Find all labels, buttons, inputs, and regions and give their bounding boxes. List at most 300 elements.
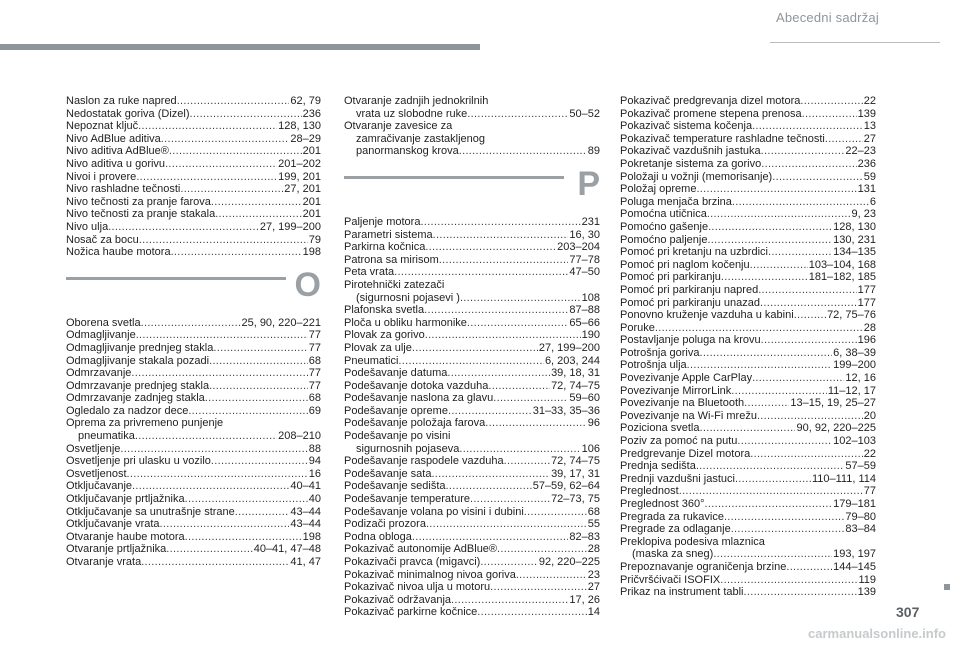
index-entry [66,480,321,493]
entry-term: Plovak za gorivo [344,329,425,342]
index-entry [620,322,876,335]
entry-term: Odmagljivanje [66,329,136,342]
entry-pages: 57–59, 62–64 [532,480,600,493]
index-entry [344,594,600,607]
index-entry [66,367,321,380]
entry-pages: 68 [308,354,321,367]
index-entry [66,417,321,442]
dot-leader [131,367,307,380]
entry-term: Prepoznavanje ograničenja brzine [620,560,787,573]
dot-leader [516,569,587,582]
entry-pages: 6, 38–39 [833,346,876,359]
entry-term: Postavljanje poluga na krovu [620,334,761,347]
entry-term: Nivo tečnosti za pranje stakala [66,208,216,221]
entry-term: Otključavanje prtljažnika [66,493,185,506]
entry-pages: 72, 74–75 [551,455,600,468]
dot-leader [758,284,856,297]
entry-pages: 201 [302,145,321,158]
entry-pages: 20 [863,409,876,422]
dot-leader [185,493,308,506]
dot-leader [451,594,568,607]
entry-term-continued: (sigurnosni pojasevi ) [356,291,460,304]
entry-second-line [344,292,600,305]
entry-pages: 77 [308,379,321,392]
entry-second-line [344,108,600,121]
entry-term: Nepoznat ključ [66,120,139,133]
dot-leader [420,216,580,229]
entry-pages: 22 [863,447,876,460]
entry-term: Povezivanje na Bluetooth [620,397,745,410]
entry-term: Nosač za bocu [66,233,139,246]
entry-term: Pomoć pri naglom kočenju [620,258,750,271]
dot-leader [412,531,569,544]
entry-term: Poluga menjača brzina [620,195,732,208]
entry-term: Pokazivač održavanja [344,593,452,606]
entry-pages: 22 [863,95,876,107]
entry-pages: 27 [863,132,876,145]
dot-leader [708,221,832,234]
index-entry [66,380,321,393]
entry-term: Povezivanje MirrorLink [620,384,732,397]
entry-term: Pregrade za odlaganje [620,523,731,536]
dot-leader [426,518,587,531]
letter-heading-o [66,265,321,311]
entry-term: Pokazivač promene stepena prenosa [620,107,802,120]
dot-leader [127,468,308,481]
index-entry [66,455,321,468]
entry-term: Otvaranje prtljažnika [66,543,167,556]
index-entry [344,518,600,531]
index-entry [620,284,876,297]
index-entry [66,158,321,171]
dot-leader [460,292,581,305]
entry-pages: 134–135 [833,246,876,259]
entry-pages: 68 [308,392,321,405]
entry-term: Pokazivač nivoa ulja u motoru [344,581,491,594]
corner-marker [944,584,950,590]
entry-term: Podešavanje raspodele vazduha [344,455,504,468]
index-entry [66,133,321,146]
entry-term: Pneumatici [344,354,399,367]
entry-pages: 68 [587,505,600,518]
dot-leader [761,158,856,171]
entry-term: Plovak za ulje [344,341,412,354]
index-entry [344,606,600,619]
entry-pages: 144–145 [833,560,876,573]
dot-leader [448,405,532,418]
index-entry [620,183,876,196]
dot-leader [209,355,308,368]
index-entry [620,574,876,587]
entry-pages: 57–59 [845,460,876,473]
entry-pages: 83–84 [845,523,876,536]
index-entry [344,392,600,405]
index-entry [344,506,600,519]
dot-leader [160,518,290,531]
entry-term: Odmrzavanje zadnjeg stakla [66,392,205,405]
entry-term: Ogledalo za nadzor dece [66,404,189,417]
dot-leader [459,145,587,158]
entry-pages: 31–33, 35–36 [532,404,600,417]
index-entry [66,556,321,569]
entries-o-continued [344,95,600,158]
entry-term: Pokazivač parkirne kočnice [344,606,478,619]
dot-leader [731,523,845,536]
entry-pages: 17, 26 [569,593,600,606]
entry-pages: 92, 220–225 [538,556,600,568]
dot-leader [696,460,845,473]
entry-pages: 94 [308,455,321,468]
entry-pages: 89 [587,145,600,158]
index-entry [344,543,600,556]
entry-term-continued: panormanskog krova [356,145,459,158]
index-entry [620,271,876,284]
index-entry [620,95,876,108]
dot-leader [772,171,863,184]
entry-term: Nožica haube motora [66,246,171,259]
index-entry [344,229,600,242]
dot-leader [235,506,290,519]
entry-pages: 179–181 [833,498,876,510]
entry-pages: 39, 18, 31 [551,367,600,380]
entry-term: Pokazivači pravca (migavci) [344,556,481,568]
entry-pages: 201 [302,208,321,221]
entry-pages: 69 [308,404,321,417]
dot-leader [732,196,869,209]
dot-leader [735,473,811,486]
entry-term: Otvaranje haube motora [66,530,185,543]
entry-pages: 231 [581,215,600,228]
entry-term: Pokazivač autonomije AdBlue® [344,543,498,556]
dot-leader [467,317,569,330]
index-entry [620,234,876,247]
entries-p-continued [620,95,876,599]
entries-p [344,216,600,619]
dot-leader [713,548,832,561]
entry-pages: 12, 16 [845,372,876,385]
entry-pages: 96 [587,417,600,430]
dot-leader [802,108,857,121]
entry-term: Pokazivač vazdušnih jastuka [620,145,761,158]
index-entry [344,417,600,430]
entry-pages: 201–202 [278,157,321,170]
entry-pages: 110–111, 114 [811,472,876,485]
entry-pages: 79–80 [845,510,876,523]
entry-term: Oborena svetla [66,316,141,329]
entry-pages: 72–73, 75 [551,493,600,506]
dot-leader [707,234,832,247]
dot-leader [752,120,863,133]
entry-pages: 77 [308,329,321,342]
index-entry [620,372,876,385]
dot-leader [477,606,586,619]
entry-pages: 27 [587,581,600,594]
entry-pages: 77–78 [569,253,600,266]
index-entry [66,468,321,481]
entry-term: Prikaz na instrument tabli [620,586,744,599]
index-entry [66,405,321,418]
index-entry [620,397,876,410]
entry-pages: 39, 17, 31 [551,467,600,480]
dot-leader [166,543,252,556]
dot-leader [139,234,308,247]
index-entry [620,385,876,398]
entry-pages: 198 [302,530,321,543]
dot-leader [447,367,550,380]
entry-term: Otključavanje sa unutrašnje strane [66,505,235,518]
dot-leader [108,221,259,234]
dot-leader [177,95,290,108]
entry-term: Preklopiva podesiva mlaznica [620,535,765,548]
entry-term: Pomoćna utičnica [620,208,707,221]
index-entry [620,221,876,234]
dot-leader [724,511,844,524]
entry-term: Položaji u vožnji (memorisanje) [620,170,773,183]
entry-term: Podešavanje po visini [344,430,451,443]
index-entry [620,460,876,473]
dot-leader [209,380,308,393]
entry-term: Prednji vazdušni jastuci [620,472,735,485]
letter-heading-p [344,164,600,210]
index-entry [620,561,876,574]
dot-leader [431,468,550,481]
entry-pages: 106 [581,442,600,455]
entry-term: Osvetljenje [66,442,121,455]
entry-term: Podešavanje volana po visini i dubini [344,505,524,518]
dot-leader [504,455,550,468]
entry-pages: 47–50 [569,266,600,279]
dot-leader [760,297,857,310]
index-entry [66,95,321,108]
entry-pages: 40–41 [290,480,321,493]
dot-leader [190,108,302,121]
entry-term: Nivo rashladne tečnosti [66,183,181,196]
entry-pages: 40–41, 47–48 [253,543,321,556]
entry-pages: 79 [308,233,321,246]
dot-leader [786,561,832,574]
entry-term: Pokazivač temperature rashladne tečnosti [620,132,825,145]
entry-pages: 108 [581,291,600,304]
index-entry [344,317,600,330]
index-entry [66,518,321,531]
entry-term: Pomoć pri parkiranju napred [620,283,759,296]
entry-term: Pokazivač minimalnog nivoa goriva [344,568,516,581]
entry-term: Otvaranje zadnjih jednokrilnih [344,95,489,107]
entry-term: Podešavanje položaja farova [344,417,486,430]
page-number: 307 [896,604,920,620]
dot-leader [425,241,556,254]
entry-pages: 199–200 [833,359,876,372]
entry-pages: 203–204 [557,241,600,254]
entry-pages: 50–52 [569,107,600,120]
entry-pages: 13 [863,120,876,133]
entry-term: Položaj opreme [620,183,697,196]
entry-term: Pomoć pri parkiranju [620,271,721,284]
entry-pages: 11–12, 17 [827,384,876,397]
dot-leader [459,443,580,456]
index-entry [620,158,876,171]
dot-leader [720,574,857,587]
dot-leader [467,108,568,121]
entry-term: Podešavanje naslona za glavu [344,392,494,405]
entry-term: Pričvršćivači ISOFIX [620,573,721,586]
dot-leader [215,208,301,221]
dot-leader [731,385,827,398]
entry-term: Pokazivač sistema kočenja [620,120,753,133]
index-entry [620,586,876,599]
entry-pages: 82–83 [569,530,600,543]
dot-leader [768,246,832,259]
dot-leader [141,556,289,569]
entry-second-line [620,548,876,561]
entry-pages: 88 [308,442,321,455]
dot-leader [700,422,796,435]
entry-term: Nivo AdBlue aditiva [66,132,161,145]
dot-leader [687,359,833,372]
watermark: carmanualsonline.info [808,626,946,641]
dot-leader [744,397,789,410]
index-entry [66,329,321,342]
entry-pages: 16 [308,467,321,480]
entry-pages: 23 [587,568,600,581]
dot-leader [136,171,277,184]
entry-term: Poziciona svetla [620,422,700,435]
dot-leader [696,183,856,196]
entry-pages: 201 [302,195,321,208]
entry-term: Otvaranje zavesice za [344,120,453,133]
index-column-3 [620,95,876,599]
index-entry [620,347,876,360]
dot-leader [752,372,844,385]
index-entry [66,221,321,234]
dot-leader [205,392,308,405]
index-entry [66,392,321,405]
index-entry [620,485,876,498]
entry-term: Potrošnja goriva [620,346,700,359]
index-entry [344,216,600,229]
index-entry [66,171,321,184]
entry-term-continued: sigurnosnih pojaseva [356,442,460,455]
index-entry [66,342,321,355]
entry-pages: 193, 197 [833,548,876,561]
entry-pages: 14 [587,606,600,619]
entry-pages: 28 [587,543,600,556]
top-accent-bar [0,44,480,50]
index-entry [620,511,876,524]
dot-leader [679,485,863,498]
index-entry [620,297,876,310]
entry-term: Oprema za privremeno punjenje [66,417,224,430]
entry-term: Podizači prozora [344,518,426,531]
dot-leader [120,443,307,456]
entry-term: Pirotehnički zatezači [344,278,445,291]
dot-leader [424,304,568,317]
index-entry [66,355,321,368]
entry-term: Odmrzavanje prednjeg stakla [66,379,210,392]
letter-rule [344,176,564,179]
entry-term: Nivo aditiva AdBlue® [66,145,169,158]
entry-pages: 27, 201 [284,183,321,196]
entry-pages: 208–210 [278,430,321,443]
entry-pages: 190 [581,329,600,342]
entry-pages: 28–29 [290,132,321,145]
index-entry [620,133,876,146]
entry-term: Povezivanje na Wi-Fi mrežu [620,409,757,422]
dot-leader [135,430,277,443]
dot-leader [394,266,568,279]
entry-pages: 55 [587,518,600,531]
index-entry [344,493,600,506]
dot-leader [700,347,833,360]
dot-leader [169,145,302,158]
dot-leader [761,334,857,347]
entry-second-line [344,145,600,158]
entry-pages: 27, 199–200 [259,220,321,233]
letter-p: P [577,164,600,203]
entry-pages: 131 [857,183,876,196]
entry-pages: 77 [308,367,321,380]
entry-term: Nivo aditiva u gorivu [66,157,166,170]
index-entry [344,342,600,355]
dot-leader [211,455,308,468]
index-entry [344,355,600,368]
dot-leader [185,531,302,544]
entry-pages: 59–60 [569,392,600,405]
entry-term: Podešavanje dotoka vazduha [344,379,489,392]
entry-term: Pomoć pri kretanju na uzbrdici [620,246,768,259]
dot-leader [211,196,302,209]
dot-leader [425,329,581,342]
index-entry [66,234,321,247]
index-entry [344,367,600,380]
entry-term: Potrošnja ulja [620,359,687,372]
index-entry [620,473,876,486]
index-entry [620,145,876,158]
entry-pages: 72, 74–75 [551,379,600,392]
index-entry [344,254,600,267]
entry-pages: 139 [857,107,876,120]
index-entry [66,493,321,506]
entry-pages: 103–104, 168 [808,258,876,271]
dot-leader [707,208,851,221]
entry-second-line [344,443,600,456]
entry-term: Pokazivač predgrevanja dizel motora [620,95,801,107]
entry-term: Pomoćno gašenje [620,220,709,233]
index-entry [620,523,876,536]
dot-leader [132,480,289,493]
entry-pages: 87–88 [569,304,600,317]
index-entry [344,468,600,481]
entry-term: Nedostatak goriva (Dizel) [66,107,190,120]
entry-term: Povezivanje Apple CarPlay [620,372,753,385]
entry-pages: 198 [302,246,321,259]
dot-leader [761,145,845,158]
dot-leader [138,120,277,133]
dot-leader [213,342,307,355]
dot-leader [750,259,808,272]
index-entry [344,455,600,468]
entry-pages: 25, 90, 220–221 [241,316,321,329]
entry-term: Podešavanje opreme [344,404,448,417]
entry-term: Parkirna kočnica [344,241,426,254]
dot-leader [750,448,863,461]
index-entry [620,196,876,209]
entry-pages: 177 [857,283,876,296]
entry-pages: 72, 75–76 [827,309,876,322]
dot-leader [705,498,833,511]
letter-rule [66,277,286,280]
entry-term: Odmagljivanje prednjeg stakla [66,341,214,354]
